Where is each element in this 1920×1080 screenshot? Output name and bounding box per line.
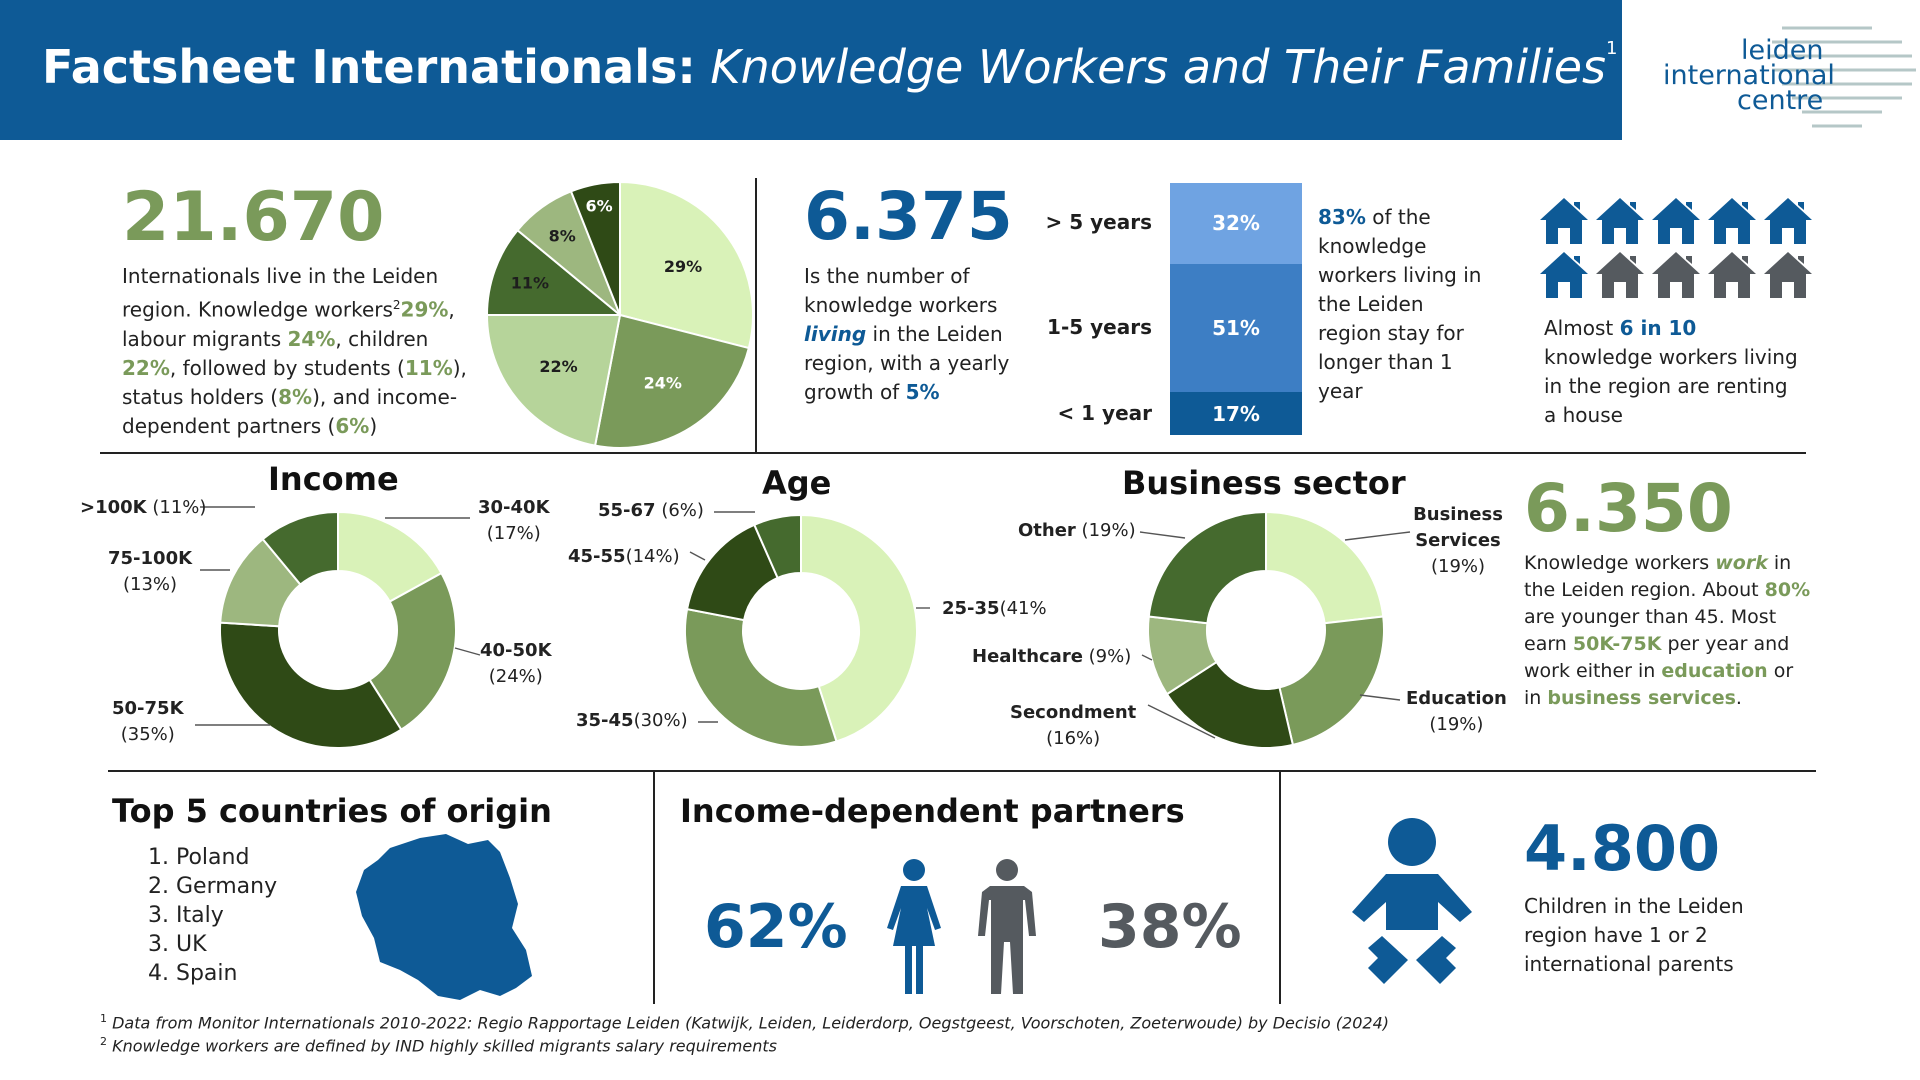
man-icon <box>976 858 1038 996</box>
divider <box>1279 772 1281 1004</box>
list-item: 4. Spain <box>148 961 238 986</box>
data-label: 6% <box>585 196 613 216</box>
category-label: > 5 years <box>1045 210 1152 235</box>
age-label-45-55: 45-55(14%) <box>568 546 680 567</box>
logo-line-2: international <box>1663 60 1835 91</box>
partners-title: Income-dependent partners <box>680 792 1185 830</box>
stay-description: 83% of the knowledge workers living in the Leiden region stay for longer than 1 year <box>1318 205 1482 403</box>
age-label-25-35: 25-35(41% <box>942 598 1047 619</box>
knowledge-workers-work-total: 6.350 <box>1524 470 1733 547</box>
list-item: 3. Italy <box>148 903 224 928</box>
data-label: 8% <box>548 226 576 246</box>
business-label-services: Business Services (19%) <box>1413 504 1503 577</box>
age-label-35-45: 35-45(30%) <box>576 710 688 731</box>
children-description: Children in the Leiden region have 1 or 2 international parents <box>1524 894 1744 976</box>
footnote-1: $^1$ Data from Monitor Internationals 2010-2022: Regio Rapportage Leiden (Katwijk, Leiden, Leiderdorp, Oegstgeest, Voorschoten, Zoeterwoude) by Decisio (2024) <box>100 1012 1389 1033</box>
list-item: 1. Poland <box>148 845 250 870</box>
income-label-40-50k: 40-50K (24%) <box>480 640 552 687</box>
category-label: < 1 year <box>1057 400 1152 425</box>
poland-map-icon <box>350 830 540 1005</box>
internationals-total: 21.670 <box>122 178 385 257</box>
knowledge-workers-description: Is the number of knowledge workers living in the Leiden region, with a yearly growth of 5% <box>804 264 1010 404</box>
footnote-2: $^2$ Knowledge workers are defined by IND highly skilled migrants salary requirements <box>100 1035 777 1056</box>
data-label: 24% <box>643 373 682 393</box>
stacked-bar-segment: 32% <box>1170 183 1302 264</box>
data-label: 22% <box>539 356 578 376</box>
business-sector-title: Business sector <box>1122 464 1406 502</box>
divider <box>108 770 1816 772</box>
title-footnote-ref: 1 <box>1605 38 1618 59</box>
age-label-55-67: 55-67 (6%) <box>598 500 704 521</box>
data-label: 11% <box>510 273 550 293</box>
countries-title: Top 5 countries of origin <box>112 792 552 830</box>
title-bold: Factsheet Internationals: <box>42 40 696 94</box>
income-label-100k: >100K (11%) <box>80 497 207 518</box>
stacked-bar-segment: 17% <box>1170 392 1302 435</box>
income-title: Income <box>268 460 399 498</box>
countries-list <box>148 843 277 988</box>
list-item: 3. UK <box>148 932 207 957</box>
housing-description: Almost 6 in 10 knowledge workers living in the region are renting a house <box>1544 316 1798 427</box>
list-item: 2. Germany <box>148 874 278 899</box>
business-label-healthcare: Healthcare (9%) <box>972 646 1132 667</box>
divider <box>653 772 655 1004</box>
data-label: 29% <box>663 257 703 277</box>
category-label: 1-5 years <box>1047 314 1152 339</box>
title-italic: Knowledge Workers and Their Families <box>710 40 1606 94</box>
work-description: Knowledge workers work in the Leiden region. About 80% are younger than 45. Most earn 50K-75K per year and work either in education or in business services. <box>1524 552 1811 709</box>
business-label-education: Education (19%) <box>1406 688 1507 735</box>
business-label-other: Other (19%) <box>1018 520 1136 541</box>
male-percentage: 38% <box>1098 892 1242 962</box>
internationals-description: Internationals live in the Leiden region. Knowledge workers$^2$29%, labour migrants 24%, children 22%, followed by students (11%), status holders (8%), and income-dependent partners (6%) <box>122 264 467 438</box>
stacked-bar-segment: 51% <box>1170 264 1302 393</box>
income-label-30-40k: 30-40K (17%) <box>478 497 550 544</box>
logo-line-1: leiden <box>1741 35 1824 66</box>
income-label-50-75k: 50-75K (35%) <box>112 698 184 745</box>
children-total: 4.800 <box>1524 812 1721 885</box>
age-title: Age <box>762 464 832 502</box>
woman-icon <box>883 858 945 996</box>
business-label-secondment: Secondment (16%) <box>1010 702 1137 749</box>
knowledge-workers-total: 6.375 <box>804 178 1013 255</box>
income-label-75-100k: 75-100K (13%) <box>108 548 193 595</box>
logo-line-3: centre <box>1737 85 1824 116</box>
female-percentage: 62% <box>704 892 848 962</box>
baby-icon <box>1350 818 1474 990</box>
